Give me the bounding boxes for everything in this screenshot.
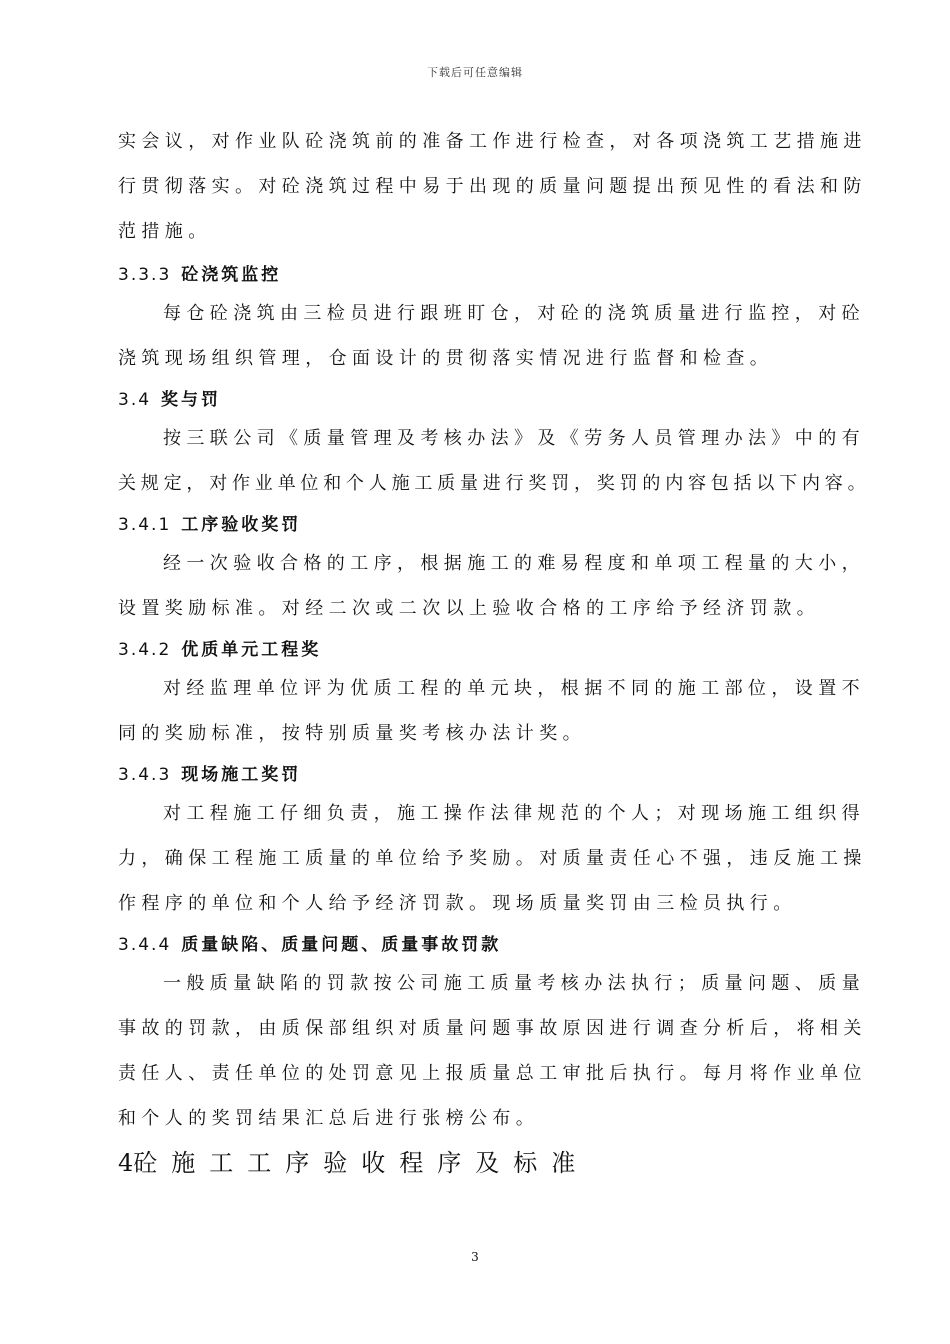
paragraph-line: 设置奖励标准。对经二次或二次以上验收合格的工序给予经济罚款。	[118, 598, 820, 619]
heading-title: 优质单元工程奖	[181, 640, 322, 660]
section-number: 4	[118, 1149, 134, 1177]
paragraph-line: 一般质量缺陷的罚款按公司施工质量考核办法执行；质量问题、质量	[163, 973, 865, 994]
paragraph-line: 同的奖励标准，按特别质量奖考核办法计奖。	[118, 723, 586, 744]
paragraph-line: 和个人的奖罚结果汇总后进行张榜公布。	[118, 1108, 540, 1129]
heading-title: 砼浇筑监控	[181, 265, 282, 285]
paragraph-line: 对工程施工仔细负责，施工操作法律规范的个人；对现场施工组织得	[163, 803, 865, 824]
paragraph-line: 关规定，对作业单位和个人施工质量进行奖罚，奖罚的内容包括以下内容。	[118, 473, 871, 494]
section-4-heading	[118, 1148, 589, 1178]
paragraph-line: 对经监理单位评为优质工程的单元块，根据不同的施工部位，设置不	[163, 678, 865, 699]
heading-number: 3.4.3	[118, 765, 172, 785]
heading-3-4-2	[118, 638, 321, 662]
paragraph-line: 经一次验收合格的工序，根据施工的难易程度和单项工程量的大小，	[163, 553, 865, 574]
heading-number: 3.3.3	[118, 265, 172, 285]
paragraph-line: 实会议，对作业队砼浇筑前的准备工作进行检查，对各项浇筑工艺措施进	[118, 131, 867, 152]
heading-title: 奖与罚	[161, 390, 222, 410]
paragraph-line: 浇筑现场组织管理，仓面设计的贯彻落实情况进行监督和检查。	[118, 348, 774, 369]
page-number: 3	[471, 1250, 479, 1264]
page-header: 下载后可任意编辑	[427, 66, 523, 79]
section-title: 砼施工工序验收程序及标准	[133, 1149, 590, 1177]
heading-number: 3.4.2	[118, 640, 172, 660]
paragraph-line: 按三联公司《质量管理及考核办法》及《劳务人员管理办法》中的有	[163, 428, 865, 449]
paragraph-line: 力，确保工程施工质量的单位给予奖励。对质量责任心不强，违反施工操	[118, 848, 867, 869]
paragraph-line: 每仓砼浇筑由三检员进行跟班盯仓，对砼的浇筑质量进行监控，对砼	[163, 303, 865, 324]
paragraph-line: 行贯彻落实。对砼浇筑过程中易于出现的质量问题提出预见性的看法和防	[118, 176, 867, 197]
heading-3-4	[118, 388, 221, 412]
paragraph-line: 范措施。	[118, 221, 212, 242]
heading-title: 质量缺陷、质量问题、质量事故罚款	[181, 935, 502, 955]
heading-number: 3.4	[118, 390, 152, 410]
paragraph-line: 责任人、责任单位的处罚意见上报质量总工审批后执行。每月将作业单位	[118, 1063, 867, 1084]
heading-3-4-3	[118, 763, 301, 787]
heading-3-4-1	[118, 513, 301, 537]
heading-title: 现场施工奖罚	[181, 765, 302, 785]
heading-3-3-3	[118, 263, 281, 287]
heading-number: 3.4.4	[118, 935, 172, 955]
heading-3-4-4	[118, 933, 501, 957]
heading-number: 3.4.1	[118, 515, 172, 535]
paragraph-line: 事故的罚款，由质保部组织对质量问题事故原因进行调查分析后，将相关	[118, 1018, 867, 1039]
heading-title: 工序验收奖罚	[181, 515, 302, 535]
paragraph-line: 作程序的单位和个人给予经济罚款。现场质量奖罚由三检员执行。	[118, 893, 797, 914]
